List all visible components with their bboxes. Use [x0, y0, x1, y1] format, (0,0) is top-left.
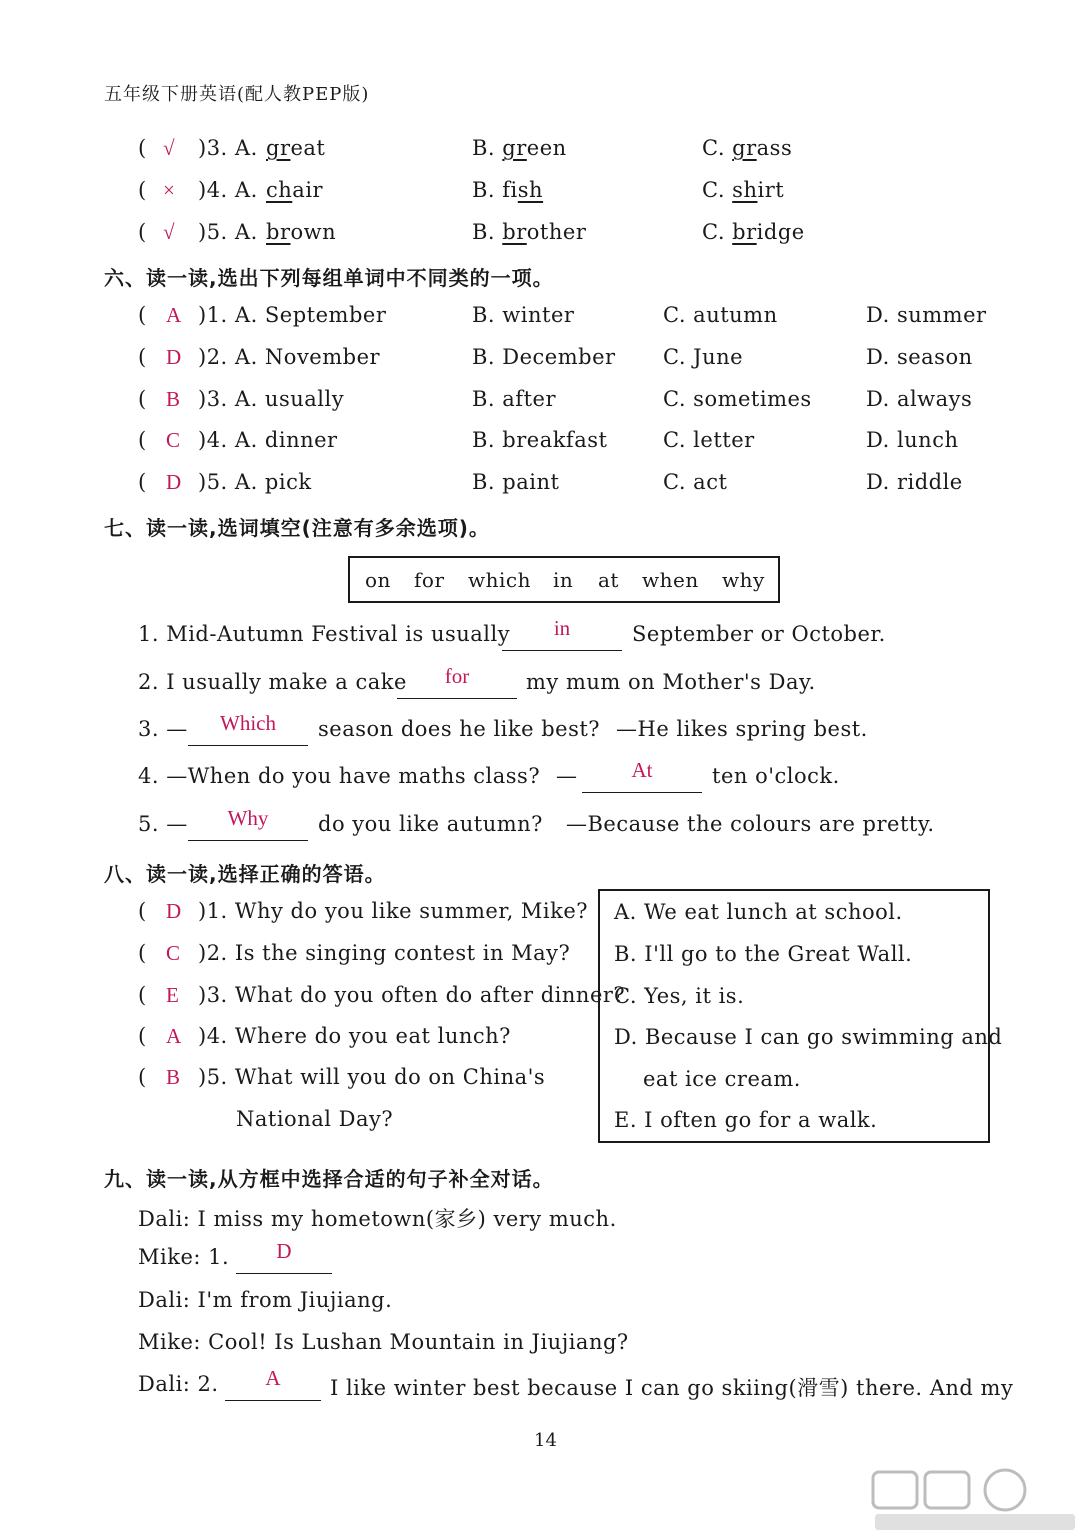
answer-letter: D — [166, 899, 182, 923]
answer-letter: B — [166, 1065, 181, 1089]
answer-letter: E — [166, 983, 179, 1007]
answer-option: A. We eat lunch at school. — [614, 900, 903, 924]
fill-item-text: ten o'clock. — [712, 764, 840, 788]
fill-blank — [582, 758, 702, 793]
question-text: )1. Why do you like summer, Mike? — [198, 899, 589, 923]
word-bank-word: on — [365, 568, 391, 592]
answer-mark: × — [163, 178, 175, 202]
answer-option: B. I'll go to the Great Wall. — [614, 942, 913, 966]
answer-paren-open: ( — [138, 1024, 147, 1048]
word-bank-word: which — [468, 568, 531, 592]
option-c: C. letter — [663, 428, 755, 452]
answer-mark: √ — [163, 220, 175, 244]
fill-blank — [188, 806, 308, 841]
answer-options-box — [598, 889, 1003, 1143]
answer-letter: A — [166, 303, 182, 327]
option-c: C. sometimes — [663, 387, 812, 411]
section7-heading: 七、读一读,选词填空(注意有多余选项)。 — [104, 516, 490, 540]
option-a: brown — [266, 220, 337, 244]
option-a: )4. A. dinner — [198, 428, 338, 452]
question-number: )5. A. — [198, 220, 258, 244]
answer-paren-open: ( — [138, 899, 147, 923]
word-bank-word: why — [722, 568, 765, 592]
answer-letter: C — [166, 428, 181, 452]
option-d: D. season — [866, 345, 973, 369]
answer-option: C. Yes, it is. — [614, 984, 745, 1008]
answer-paren-open: ( — [138, 470, 147, 494]
watermark-logo — [865, 1466, 1085, 1536]
section8-heading: 八、读一读,选择正确的答语。 — [104, 862, 386, 886]
fill-item-text: — — [556, 764, 578, 788]
option-c: C. June — [663, 345, 744, 369]
answer-paren-open: ( — [138, 1065, 147, 1089]
word-bank-box — [348, 556, 780, 603]
answer-paren-open: ( — [138, 387, 147, 411]
fill-blank — [397, 664, 517, 699]
word-bank-word: at — [598, 568, 619, 592]
option-b: B. fish — [472, 178, 544, 202]
word-bank-word: in — [553, 568, 574, 592]
option-a: chair — [266, 178, 324, 202]
fill-item-response: —He likes spring best. — [616, 717, 868, 741]
question-number: )3. A. — [198, 136, 258, 160]
answer-letter: D — [166, 470, 182, 494]
answer-paren-open: ( — [138, 428, 147, 452]
option-b: B. winter — [472, 303, 575, 327]
option-b: B. paint — [472, 470, 560, 494]
answer-letter: D — [166, 345, 182, 369]
option-b: B. brother — [472, 220, 587, 244]
page-header-title: 五年级下册英语(配人教PEP版) — [104, 84, 370, 105]
option-b: B. green — [472, 136, 567, 160]
word-bank-word: for — [414, 568, 445, 592]
question-text-continued: National Day? — [236, 1107, 394, 1131]
dialogue-line: Dali: 2. — [138, 1372, 219, 1396]
answer-paren-open: ( — [138, 178, 147, 202]
dialogue-line: I like winter best because I can go skiing(滑雪) there. And my — [330, 1376, 1014, 1400]
option-d: D. summer — [866, 303, 987, 327]
option-a: )5. A. pick — [198, 470, 312, 494]
option-a: great — [266, 136, 326, 160]
section6-heading: 六、读一读,选出下列每组单词中不同类的一项。 — [104, 266, 554, 290]
option-d: D. always — [866, 387, 973, 411]
option-a: )1. A. September — [198, 303, 387, 327]
dialogue-line: Mike: Cool! Is Lushan Mountain in Jiujiang? — [138, 1330, 629, 1354]
answer-paren-open: ( — [138, 983, 147, 1007]
question-text: )2. Is the singing contest in May? — [198, 941, 571, 965]
answer-letter: B — [166, 387, 181, 411]
section9-heading: 九、读一读,从方框中选择合适的句子补全对话。 — [104, 1167, 554, 1191]
answer-option-continued: eat ice cream. — [643, 1067, 801, 1091]
option-b: B. after — [472, 387, 556, 411]
answer-option: E. I often go for a walk. — [614, 1108, 878, 1132]
question-text: )3. What do you often do after dinner? — [198, 983, 626, 1007]
answer-paren-open: ( — [138, 345, 147, 369]
fill-item-text: do you like autumn? — [318, 812, 543, 836]
option-a: )3. A. usually — [198, 387, 345, 411]
fill-item-text: season does he like best? — [318, 717, 601, 741]
fill-item-text: 3. — — [138, 717, 188, 741]
fill-item-text: 2. I usually make a cake — [138, 670, 407, 694]
question-text: )4. Where do you eat lunch? — [198, 1024, 511, 1048]
answer-paren-open: ( — [138, 220, 147, 244]
fill-blank — [236, 1239, 332, 1274]
option-d: D. riddle — [866, 470, 963, 494]
answer-paren-open: ( — [138, 303, 147, 327]
fill-item-text: 1. Mid-Autumn Festival is usually — [138, 622, 511, 646]
answer-letter: A — [166, 1024, 182, 1048]
option-c: C. bridge — [702, 220, 805, 244]
answer-mark: √ — [163, 136, 175, 160]
fill-answer: in — [553, 616, 571, 640]
fill-answer: D — [276, 1239, 292, 1263]
answer-paren-open: ( — [138, 136, 147, 160]
word-bank-word: when — [642, 568, 699, 592]
answer-letter: C — [166, 941, 181, 965]
fill-answer: Why — [227, 806, 269, 830]
fill-blank — [502, 616, 622, 651]
answer-option: D. Because I can go swimming and — [614, 1025, 1003, 1049]
page-number: 14 — [534, 1430, 557, 1451]
fill-item-response: —Because the colours are pretty. — [566, 812, 935, 836]
option-c: C. autumn — [663, 303, 778, 327]
fill-item-text: September or October. — [632, 622, 886, 646]
fill-blank — [225, 1366, 321, 1401]
fill-item-text: 5. — — [138, 812, 188, 836]
fill-answer: At — [631, 758, 653, 782]
fill-answer: A — [265, 1366, 281, 1390]
dialogue-line: Mike: 1. — [138, 1245, 230, 1269]
watermark-icon — [865, 1466, 1085, 1536]
answer-paren-open: ( — [138, 941, 147, 965]
option-b: B. breakfast — [472, 428, 608, 452]
question-number: )4. A. — [198, 178, 258, 202]
option-b: B. December — [472, 345, 616, 369]
dialogue-line: Dali: I miss my hometown(家乡) very much. — [138, 1207, 617, 1231]
dialogue-line: Dali: I'm from Jiujiang. — [138, 1288, 393, 1312]
question-text: )5. What will you do on China's — [198, 1065, 546, 1089]
fill-answer: for — [444, 664, 470, 688]
option-c: C. grass — [702, 136, 793, 160]
fill-answer: Which — [220, 711, 276, 735]
option-a: )2. A. November — [198, 345, 381, 369]
option-d: D. lunch — [866, 428, 959, 452]
option-c: C. act — [663, 470, 728, 494]
option-c: C. shirt — [702, 178, 785, 202]
fill-item-text: 4. —When do you have maths class? — [138, 764, 541, 788]
fill-item-text: my mum on Mother's Day. — [526, 670, 816, 694]
fill-blank — [188, 711, 308, 746]
